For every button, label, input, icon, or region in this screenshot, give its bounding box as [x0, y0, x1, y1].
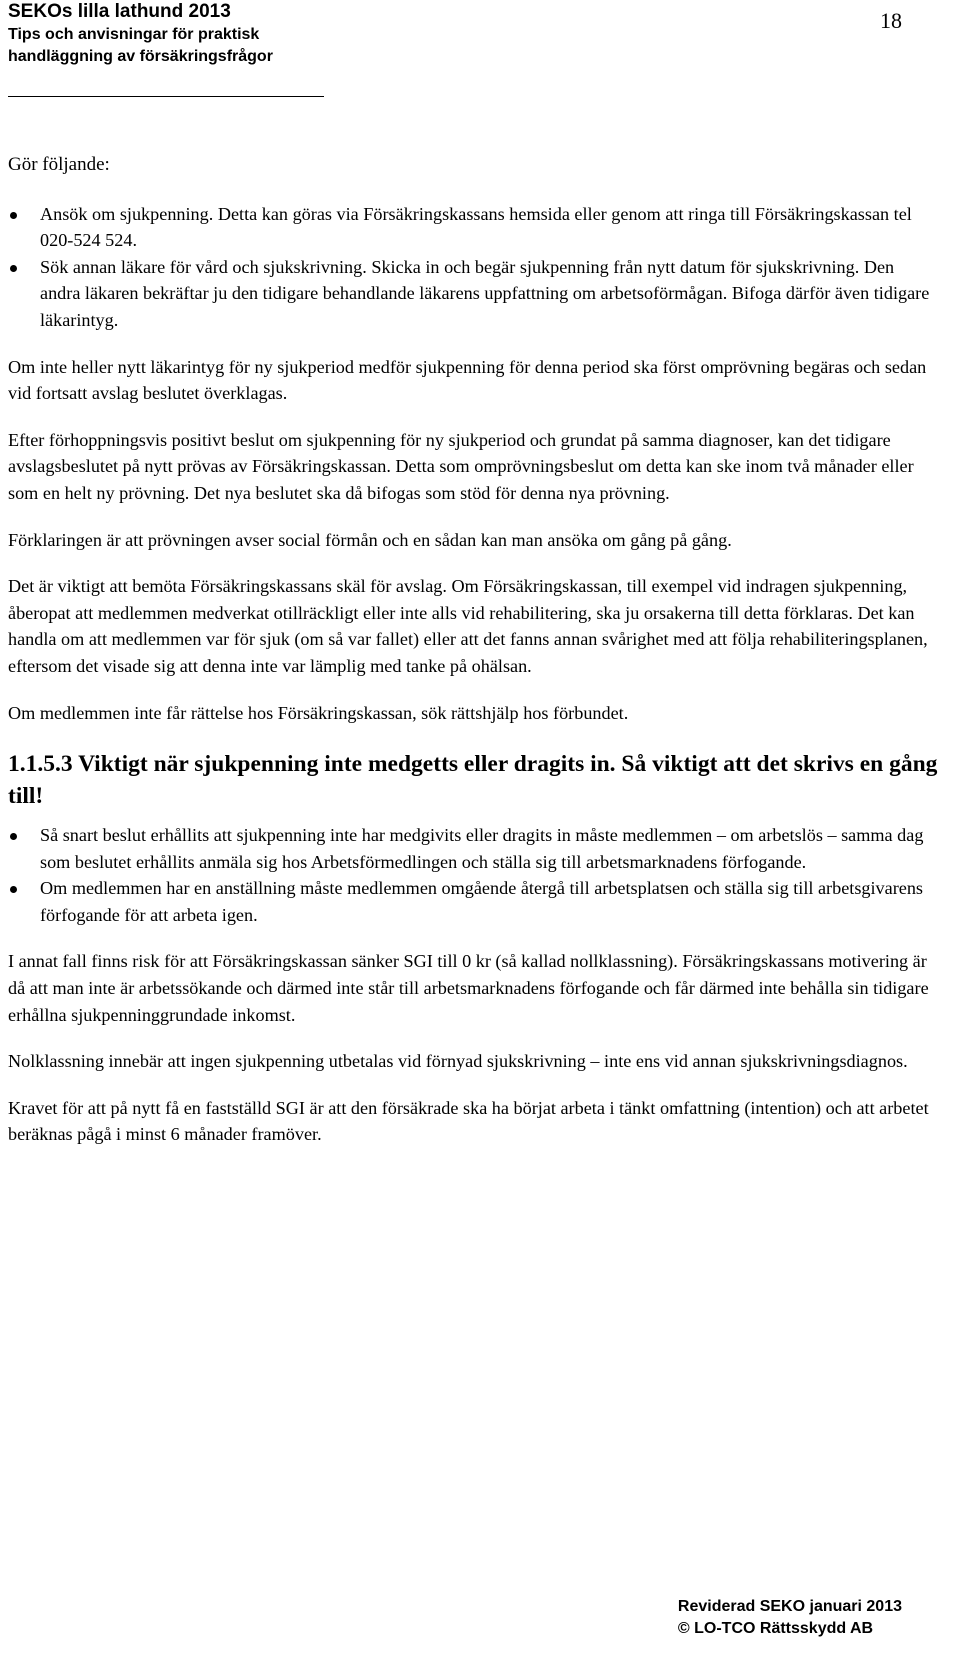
header-title: SEKOs lilla lathund 2013 — [8, 1, 231, 22]
paragraph: Efter förhoppningsvis positivt beslut om sjukpenning för ny sjukperiod och grundat på samma diagnoser, kan det tidigare avslagsbeslutet på nytt prövas av Försäkringskassan. Detta som omprövningsbeslut om detta kan ske inom två månader eller som en helt ny prövning. Det nya beslutet ska då bifogas som stöd för denna nya prövning. — [8, 429, 914, 503]
page-number: 18 — [880, 8, 902, 33]
document-body — [8, 152, 938, 1148]
document-header — [8, 0, 428, 68]
paragraph: I annat fall finns risk för att Försäkringskassan sänker SGI till 0 kr (så kallad nollklassning). Försäkringskassans motivering är då att man inte är arbetssökande och därmed inte står till arbetsmarknadens förfogande och får därmed inte behålla sin tidigare erhållna sjukpenninggrundade inkomst. — [8, 951, 929, 1025]
list-item: Sök annan läkare för vård och sjukskrivning. Skicka in och begär sjukpenning från nytt datum för sjukskrivning. Den andra läkaren bekräftar ju den tidigare behandlande läkarens uppfattning om arbetsoförmågan. Bifoga därför även tidigare läkarintyg. — [8, 254, 938, 334]
list-item: Så snart beslut erhållits att sjukpenning inte har medgivits eller dragits in måste medlemmen – om arbetslös – samma dag som beslutet erhållits anmäla sig hos Arbetsförmedlingen och ställa sig till arbetsmarknadens förfogande. — [8, 822, 938, 875]
bullet-list-actions — [8, 201, 938, 334]
paragraph: Kravet för att på nytt få en fastställd SGI är att den försäkrade ska ha börjat arbeta i tänkt omfattning (intention) och att arbetet beräknas pågå i minst 6 månader framöver. — [8, 1097, 929, 1145]
paragraph: Nolklassning innebär att ingen sjukpenning utbetalas vid förnyad sjukskrivning – inte ens vid annan sjukskrivningsdiagnos. — [8, 1051, 908, 1072]
paragraph: Om inte heller nytt läkarintyg för ny sjukperiod medför sjukpenning för denna period ska först omprövning begäras och sedan vid fortsatt avslag beslutet överklagas. — [8, 356, 927, 404]
intro-text: Gör följande: — [8, 154, 110, 175]
header-divider — [8, 96, 324, 97]
paragraph: Det är viktigt att bemöta Försäkringskassans skäl för avslag. Om Försäkringskassan, till exempel vid indragen sjukpenning, åberopat att medlemmen medverkat otillräckligt eller inte alls vid rehabilitering, ska ju orsakerna till detta förklaras. Det kan handla om att medlemmen var för sjuk (om så var fallet) eller att det fanns annan svårighet med att följa rehabiliteringsplanen, eftersom det visade sig att denna inte var lämplig med tanke på ohälsan. — [8, 576, 928, 676]
bullet-list-important — [8, 822, 938, 928]
footer-copyright: © LO-TCO Rättsskydd AB — [677, 1620, 874, 1637]
list-item: Om medlemmen har en anställning måste medlemmen omgående återgå till arbetsplatsen och ställa sig till arbetsgivarens förfogande för att arbeta igen. — [8, 875, 938, 928]
header-subtitle-line2: handläggning av försäkringsfrågor — [8, 48, 273, 65]
section-heading: 1.1.5.3 Viktigt när sjukpenning inte medgetts eller dragits in. Så viktigt att det skrivs en gång till! — [8, 751, 938, 810]
list-item: Ansök om sjukpenning. Detta kan göras via Försäkringskassans hemsida eller genom att ringa till Försäkringskassan tel 020-524 524. — [8, 201, 938, 254]
paragraph: Förklaringen är att prövningen avser social förmån och en sådan kan man ansöka om gång på gång. — [8, 529, 732, 550]
document-footer — [678, 1596, 902, 1640]
footer-revision: Reviderad SEKO januari 2013 — [677, 1598, 902, 1615]
header-subtitle-line1: Tips och anvisningar för praktisk — [8, 26, 260, 43]
paragraph: Om medlemmen inte får rättelse hos Försäkringskassan, sök rättshjälp hos förbundet. — [8, 702, 629, 723]
